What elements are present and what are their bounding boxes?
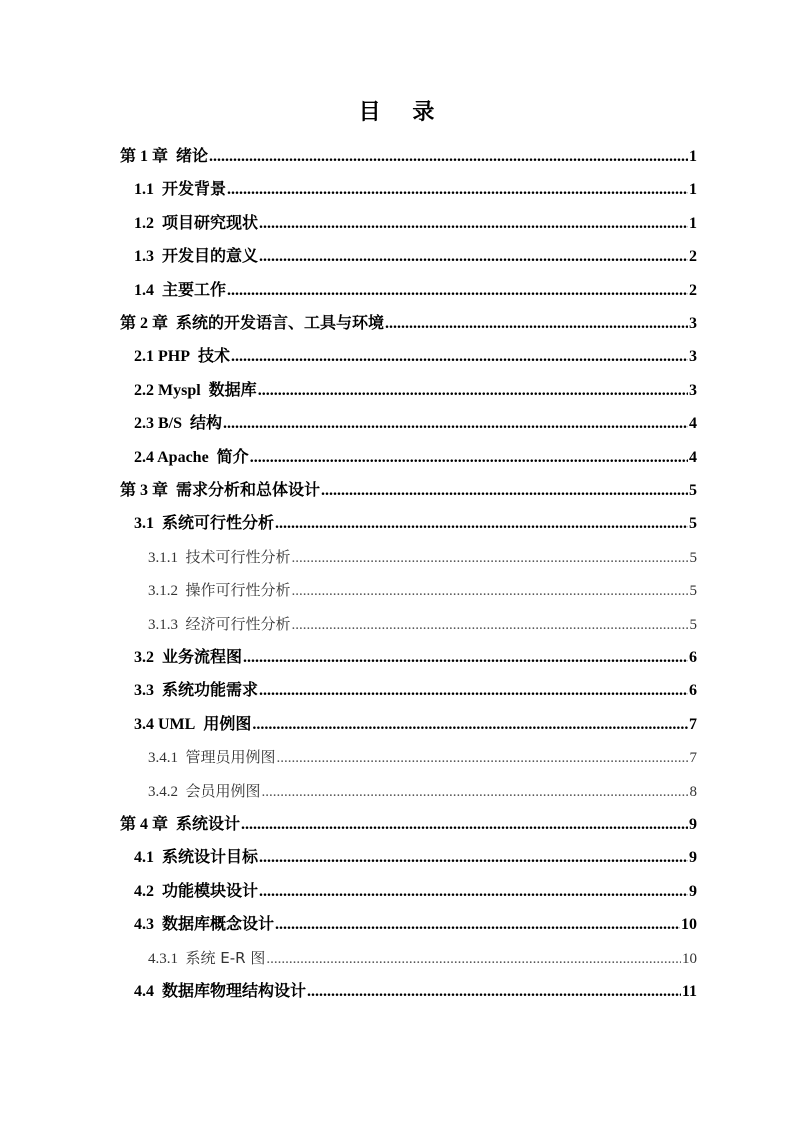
toc-entry-number: 3.1: [134, 515, 154, 533]
toc-entry-text: 技术可行性分析: [185, 547, 291, 566]
toc-entry-number: 4.3.1: [148, 950, 178, 967]
toc-entry-number: 第 4 章: [120, 816, 169, 833]
toc-entry-page-number: 8: [689, 783, 697, 800]
dot-leader: [307, 977, 681, 1007]
toc-entry-text: 操作可行性分析: [185, 581, 291, 600]
toc-entry-page-number: 11: [681, 983, 697, 1000]
dot-leader: [292, 543, 689, 573]
toc-entry[interactable]: [148, 575, 697, 605]
toc-entry-page-number: 5: [689, 616, 697, 633]
dot-leader: [250, 443, 688, 473]
toc-entry-number: 1.2: [134, 214, 154, 232]
toc-entry-label: [134, 876, 258, 907]
toc-entry-label: [134, 675, 258, 706]
dot-leader: [259, 242, 688, 272]
toc-entry-number: 4.4: [134, 983, 154, 1000]
toc-entry-label: [134, 208, 258, 239]
toc-entry-text: 系统功能需求: [162, 680, 259, 700]
toc-entry[interactable]: [134, 709, 697, 739]
toc-entry-label: [148, 609, 291, 640]
toc-entry-label: [134, 842, 258, 873]
dot-leader: [227, 175, 688, 205]
toc-entry-label: [148, 776, 261, 807]
toc-entry-page-number: 5: [689, 515, 697, 533]
toc-entry[interactable]: [148, 542, 697, 572]
toc-entry-label: [134, 442, 249, 473]
toc-entry-text: 简介: [216, 446, 249, 466]
toc-entry-page-number: 10: [681, 916, 697, 934]
toc-entry-label: [134, 241, 258, 272]
dot-leader: [292, 576, 689, 606]
toc-entry-text: 功能模块设计: [162, 880, 259, 900]
toc-entry-label: [134, 275, 226, 306]
toc-entry-label: [148, 943, 265, 974]
toc-entry-label: [148, 742, 276, 773]
dot-leader: [252, 710, 688, 740]
toc-entry-page-number: 10: [682, 950, 697, 967]
toc-entry-label: [134, 341, 230, 372]
toc-entry-text: 数据库: [208, 379, 257, 399]
dot-leader: [241, 810, 688, 840]
toc-entry-number: 1.4: [134, 281, 154, 299]
dot-leader: [259, 843, 688, 873]
toc-entry-page-number: 7: [689, 715, 697, 733]
toc-entry[interactable]: [134, 909, 697, 939]
toc-entry-number: 3.1.3: [148, 616, 178, 633]
toc-entry-text: 数据库概念设计: [162, 914, 275, 934]
toc-entry-text: 技术: [198, 346, 231, 366]
toc-entry-number: 3.4 UML: [134, 715, 196, 733]
toc-entry-number: 第 1 章: [120, 148, 169, 165]
toc-entry-label: [134, 909, 274, 940]
toc-entry-page-number: 9: [689, 849, 697, 867]
dot-leader: [262, 777, 689, 807]
toc-entry-label: [120, 141, 208, 172]
toc-entry-number: 3.2: [134, 649, 154, 666]
toc-entry-label: [134, 976, 306, 1007]
dot-leader: [258, 376, 688, 406]
toc-entry-label: [120, 308, 384, 339]
toc-entry[interactable]: [134, 275, 697, 305]
toc-entry-page-number: 4: [689, 448, 697, 466]
toc-entry-number: 第 2 章: [120, 315, 169, 332]
dot-leader: [266, 944, 681, 974]
toc-entry-number: 2.3 B/S: [134, 415, 183, 433]
toc-entry[interactable]: [148, 742, 697, 772]
toc-entry-text: 主要工作: [162, 279, 227, 299]
toc-entry-text: 开发背景: [162, 179, 227, 199]
toc-entry[interactable]: [134, 174, 697, 204]
dot-leader: [227, 276, 688, 306]
toc-entry-page-number: 9: [689, 816, 697, 833]
toc-entry-label: [134, 408, 222, 439]
toc-entry-page-number: 5: [689, 583, 697, 600]
toc-entry-page-number: 9: [689, 882, 697, 900]
toc-entry-number: 1.1: [134, 181, 154, 199]
toc-entry-text: 系统设计目标: [162, 847, 259, 867]
toc-entry-label: [120, 809, 240, 840]
toc-entry[interactable]: [120, 809, 697, 839]
toc-entry[interactable]: [134, 341, 697, 371]
toc-entry-text: 绪论: [176, 146, 209, 165]
toc-entry[interactable]: [134, 642, 697, 672]
dot-leader: [231, 342, 688, 372]
toc-entry-number: 3.3: [134, 682, 154, 700]
dot-leader: [243, 643, 688, 673]
toc-entry-label: [148, 542, 291, 573]
toc-entry-page-number: 3: [689, 381, 697, 399]
toc-entry[interactable]: [134, 208, 697, 238]
dot-leader: [259, 877, 688, 907]
toc-entry[interactable]: [120, 141, 697, 171]
toc-entry[interactable]: [134, 442, 697, 472]
toc-entry[interactable]: [120, 308, 697, 338]
toc-entry-text: 会员用例图: [185, 781, 261, 800]
toc-entry-page-number: 2: [689, 248, 697, 266]
toc-entry[interactable]: [120, 475, 697, 505]
toc-entry-number: 4.1: [134, 849, 154, 867]
dot-leader: [321, 476, 688, 506]
dot-leader: [259, 676, 688, 706]
toc-entry-label: [134, 709, 251, 740]
toc-entry-text: 结构: [190, 413, 223, 433]
toc-entry-number: 3.4.1: [148, 750, 178, 767]
toc-entry-text: 经济可行性分析: [185, 614, 291, 633]
toc-entry[interactable]: [148, 943, 697, 973]
toc-entry-page-number: 3: [689, 315, 697, 332]
toc-entry-number: 3.1.1: [148, 549, 178, 566]
toc-entry-page-number: 1: [689, 148, 697, 165]
toc-entry-text: 需求分析和总体设计: [176, 480, 321, 499]
toc-entry-number: 3.1.2: [148, 583, 178, 600]
toc-entry[interactable]: [134, 842, 697, 872]
toc-entry-page-number: 1: [689, 181, 697, 199]
toc-entry-text: 业务流程图: [162, 647, 243, 666]
toc-entry-text: 系统设计: [176, 814, 241, 833]
toc-entry-text: 系统的开发语言、工具与环境: [176, 313, 385, 332]
toc-entry[interactable]: [134, 241, 697, 271]
toc-entry-page-number: 7: [689, 750, 697, 767]
toc-entry-text: 系统 E-R 图: [185, 948, 266, 967]
toc-entry[interactable]: [134, 876, 697, 906]
toc-entry-page-number: 1: [689, 214, 697, 232]
toc-entry-text: 数据库物理结构设计: [162, 981, 307, 1000]
toc-entry[interactable]: [134, 375, 697, 405]
dot-leader: [275, 509, 688, 539]
toc-entry-page-number: 5: [689, 549, 697, 566]
toc-entry[interactable]: [148, 776, 697, 806]
toc-entry-page-number: 6: [689, 649, 697, 666]
dot-leader: [223, 409, 688, 439]
toc-title: 目 录: [358, 100, 447, 125]
toc-entry-page-number: 3: [689, 348, 697, 366]
toc-entry-text: 管理员用例图: [185, 748, 276, 767]
toc-entry-text: 系统可行性分析: [162, 513, 275, 533]
toc-entry-label: [134, 174, 226, 205]
dot-leader: [259, 209, 688, 239]
toc-entry[interactable]: [134, 675, 697, 705]
toc-entry[interactable]: [148, 609, 697, 639]
toc-entry-number: 2.2 Myspl: [134, 381, 201, 399]
toc-entry-label: [134, 642, 242, 673]
dot-leader: [385, 309, 688, 339]
toc-entry-number: 第 3 章: [120, 482, 169, 499]
toc-entry-page-number: 6: [689, 682, 697, 700]
toc-entry-text: 用例图: [203, 713, 252, 733]
toc-entry-text: 开发目的意义: [162, 246, 259, 266]
toc-entry-page-number: 5: [689, 482, 697, 499]
toc-entry-number: 4.2: [134, 882, 154, 900]
toc-entry-number: 3.4.2: [148, 783, 178, 800]
toc-entry-text: 项目研究现状: [162, 212, 259, 232]
toc-entry[interactable]: [134, 408, 697, 438]
dot-leader: [209, 142, 688, 172]
toc-entry-page-number: 2: [689, 281, 697, 299]
dot-leader: [277, 743, 689, 773]
toc-entry-number: 2.1 PHP: [134, 348, 190, 366]
toc-entry-number: 1.3: [134, 248, 154, 266]
toc-entry-number: 4.3: [134, 916, 154, 934]
toc-entry-page-number: 4: [689, 415, 697, 433]
toc-entry[interactable]: [134, 508, 697, 538]
toc-entry-label: [120, 475, 320, 506]
toc-entry-label: [134, 375, 257, 406]
toc-entry-number: 2.4 Apache: [134, 448, 209, 466]
toc-entry-label: [134, 508, 274, 539]
toc-entry[interactable]: [134, 976, 697, 1006]
toc-entry-label: [148, 575, 291, 606]
dot-leader: [292, 610, 689, 640]
dot-leader: [275, 910, 680, 940]
